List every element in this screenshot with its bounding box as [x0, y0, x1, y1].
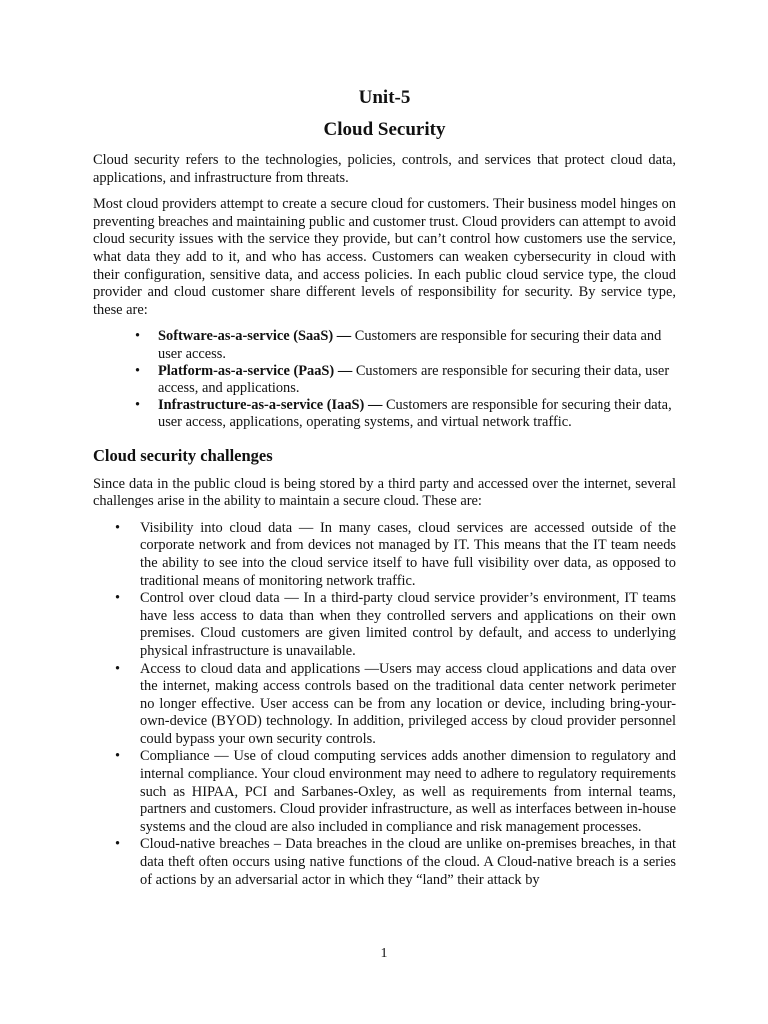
list-item — [93, 661, 676, 749]
document-page — [93, 86, 676, 889]
challenge-text: Control over cloud data — In a third-party cloud service provider’s environment, IT teams have less access to data than when they controlled servers and applications on their own premises. Cloud customers are given limited control by default, and access to underlying physical infrastructure is unavailable. — [140, 590, 676, 659]
challenges-intro: Since data in the public cloud is being stored by a third party and accessed over the internet, several challenges arise in the ability to maintain a secure cloud. These are: — [93, 475, 676, 510]
service-type-term: Software-as-a-service (SaaS) — — [158, 328, 352, 345]
list-item — [93, 520, 676, 590]
challenge-text: Compliance — Use of cloud computing services adds another dimension to regulatory and internal compliance. Your cloud environment may need to adhere to regulatory requirements such as HIPAA, PCI and Sarbanes-Oxley, as well as requirements from internal teams, partners and customers. Cloud provider infrastructure, as well as interfaces between in-house systems and the cloud are also included in compliance and risk management processes. — [140, 748, 676, 835]
page-number: 1 — [380, 946, 388, 961]
bullet-icon: • — [115, 748, 121, 765]
bullet-icon: • — [115, 836, 121, 853]
service-type-text: Customers are responsible for securing their data, user access, applications, operating systems, and virtual network traffic. — [158, 397, 672, 431]
challenge-text: Access to cloud data and applications —Users may access cloud applications and data over the internet, making access controls based on the traditional data center network perimeter no longer effective. User access can be from any location or device, including bring-your-own-device (BYOD) technology. In addition, privileged access by cloud provider personnel could bypass your own security controls. — [140, 660, 676, 747]
service-type-list — [93, 328, 676, 431]
service-type-term: Platform-as-a-service (PaaS) — — [158, 362, 353, 379]
challenges-list — [93, 520, 676, 889]
list-item — [93, 328, 676, 362]
page-title: Cloud Security — [323, 119, 446, 140]
bullet-icon: • — [115, 590, 121, 607]
list-item — [93, 748, 676, 836]
bullet-icon: • — [115, 660, 121, 677]
list-item — [93, 363, 676, 397]
bullet-icon: • — [135, 362, 141, 379]
challenge-text: Cloud-native breaches – Data breaches in the cloud are unlike on-premises breaches, in that data theft often occurs using native functions of the cloud. A Cloud-native breach is a series of actions by an adversarial actor in which they “land” their attack by — [140, 836, 676, 888]
list-item — [93, 397, 676, 431]
service-type-text: Customers are responsible for securing their data and user access. — [158, 328, 662, 362]
bullet-icon: • — [135, 328, 141, 345]
service-type-text: Customers are responsible for securing their data, user access, and applications. — [158, 362, 670, 396]
section-heading: Cloud security challenges — [93, 445, 273, 465]
challenge-text: Visibility into cloud data — In many cases, cloud services are accessed outside of the corporate network and from devices not managed by IT. This means that the IT team needs the ability to see into the cloud service itself to have full visibility over data, as opposed to traditional means of monitoring network traffic. — [140, 519, 676, 589]
bullet-icon: • — [115, 519, 121, 536]
intro-paragraph: Cloud security refers to the technologies, policies, controls, and services that protect cloud data, applications, and infrastructure from threats. — [93, 152, 676, 186]
list-item — [93, 836, 676, 889]
service-type-term: Infrastructure-as-a-service (IaaS) — — [158, 397, 383, 414]
unit-heading: Unit-5 — [358, 87, 411, 108]
intro-paragraph: Most cloud providers attempt to create a secure cloud for customers. Their business model hinges on preventing breaches and maintaining public and customer trust. Cloud providers can attempt to avoid cloud security issues with the service they provide, but can’t control how customers use the service, what data they add to it, and who has access. Customers can weaken cybersecurity in cloud with their configuration, sensitive data, and access policies. In each public cloud service type, the cloud provider and cloud customer share different levels of responsibility for security. By service type, these are: — [93, 196, 676, 318]
bullet-icon: • — [135, 397, 141, 414]
list-item — [93, 590, 676, 660]
